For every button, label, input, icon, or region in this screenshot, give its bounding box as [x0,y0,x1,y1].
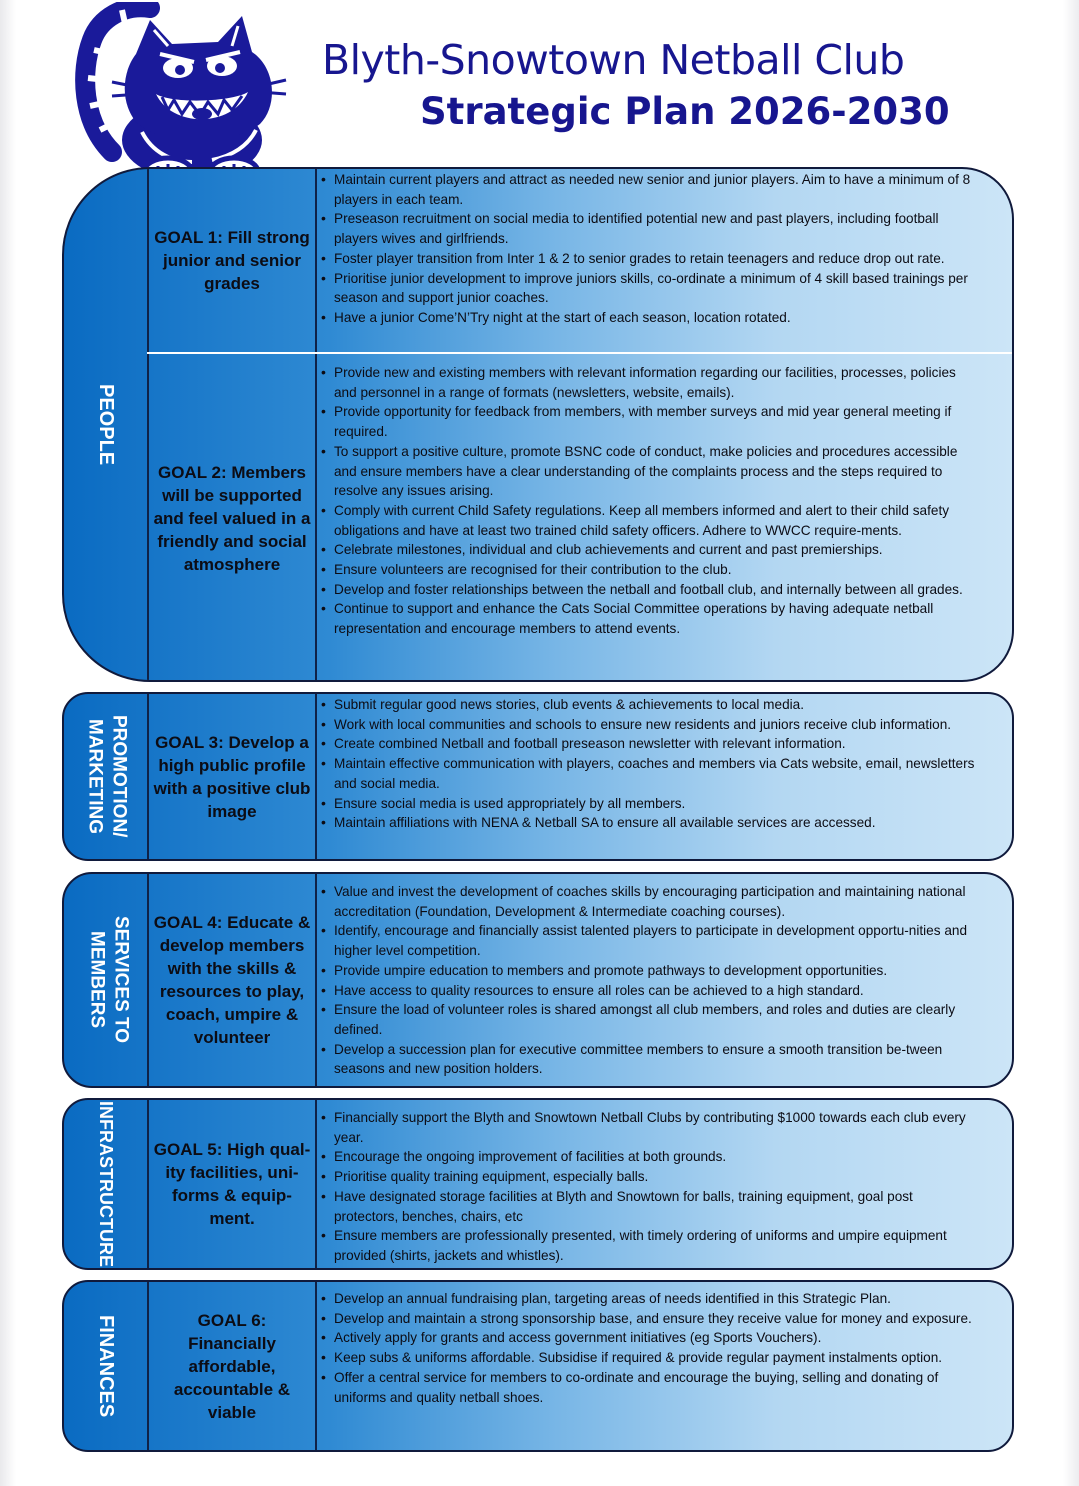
list-item: • Provide new and existing members with relevant information regarding our facilities, processes, policies and personnel in a range of formats (newsletters, website, emails). [317,363,1012,402]
list-item: • Ensure social media is used appropriately by all members. [317,794,1012,814]
bullets-services [317,874,1012,1086]
bullets-people [317,169,1012,680]
list-item: • Have designated storage facilities at Blyth and Snowtown for balls, training equipment, goal post protectors, benches, chairs, etc [317,1187,1012,1226]
list-item: • Develop a succession plan for executive committee members to ensure a smooth transition be-tween seasons and new position holders. [317,1040,1012,1079]
label-finances: FINANCES [95,1314,117,1418]
section-infrastructure [62,1098,1014,1270]
list-item: • Maintain current players and attract as needed new senior and junior players. Aim to have a minimum of 8 players in each team. [317,170,1012,209]
side-label-finances [64,1282,147,1450]
list-item: • Prioritise junior development to improve juniors skills, co-ordinate a minimum of 4 skill based trainings per season and support junior coaches. [317,269,1012,308]
list-item: • Provide umpire education to members and promote pathways to development opportunities. [317,961,1012,981]
list-item: • Comply with current Child Safety regulations. Keep all members informed and alert to their child safety obligations and have at least two trained child safety officers. Adhere to WWCC require-ments. [317,501,1012,540]
goal-6-title: GOAL 6: Financially affordable, accountable & viable [173,1310,291,1422]
side-label-services [64,874,147,1086]
bullets-promotion [317,694,1012,859]
list-item: • Ensure members are professionally presented, with timely ordering of uniforms and umpire equipment provided (shirts, jackets and whistles). [317,1226,1012,1265]
goal-2-title: GOAL 2: Members will be supported and feel valued in a friendly and social atmosphere [153,462,311,574]
side-label-promotion [64,694,147,859]
goal-3-bullets [317,695,1012,833]
section-finances [62,1280,1014,1452]
side-label-people [64,169,147,680]
list-item: • Ensure the load of volunteer roles is shared amongst all club members, and roles and duties are clearly defined. [317,1000,1012,1039]
list-item: • To support a positive culture, promote BSNC code of conduct, make policies and procedures accessible and ensure members have a clear understanding of the complaints process and the steps required to resolve any issues arising. [317,442,1012,501]
section-people [62,167,1014,682]
goal-column-people [147,169,317,680]
goal-4-bullets [317,882,1012,1079]
list-item: • Develop an annual fundraising plan, targeting areas of needs identified in this Strategic Plan. [317,1289,1012,1309]
plan-title: Strategic Plan 2026-2030 [420,90,950,133]
list-item: • Prioritise quality training equipment, especially balls. [317,1167,1012,1187]
list-item: • Develop and maintain a strong sponsorship base, and ensure they receive value for money and exposure. [317,1309,1012,1329]
list-item: • Value and invest the development of coaches skills by encouraging participation and maintaining national accreditation (Foundation, Development & Intermediate coaching courses). [317,882,1012,921]
goal-5-bullets [317,1108,1012,1266]
list-item: • Encourage the ongoing improvement of facilities at both grounds. [317,1147,1012,1167]
list-item: • Offer a central service for members to co-ordinate and encourage the buying, selling and donating of uniforms and quality netball shoes. [317,1368,1012,1407]
list-item: • Have access to quality resources to ensure all roles can be achieved to a high standard. [317,981,1012,1001]
list-item: • Continue to support and enhance the Cats Social Committee operations by having adequate netball representation and encourage members to attend events. [317,599,1012,638]
goal-4-title: GOAL 4: Educate & develop members with the skills & resources to play, coach, umpire & volunteer [153,913,311,1047]
goal-5-title: GOAL 5: High qual-ity facilities, uni-forms & equip-ment. [153,1140,311,1228]
list-item: • Maintain effective communication with players, coaches and members via Cats website, email, newsletters and social media. [317,754,1012,793]
cat-mascot-icon [72,2,294,190]
goal-column-infrastructure [147,1100,317,1268]
goal-1-title: GOAL 1: Fill strong junior and senior grades [154,228,310,293]
list-item: • Celebrate milestones, individual and club achievements and current and past premierships. [317,540,1012,560]
list-item: • Maintain affiliations with NENA & Netball SA to ensure all available services are accessed. [317,813,1012,833]
section-services [62,872,1014,1088]
list-item: • Foster player transition from Inter 1 & 2 to senior grades to retain teenagers and reduce drop out rate. [317,249,1012,269]
section-promotion [62,692,1014,861]
bullets-infrastructure [317,1100,1012,1268]
list-item: • Provide opportunity for feedback from members, with member surveys and mid year general meeting if required. [317,402,1012,441]
side-label-infrastructure [64,1100,147,1268]
label-services: SERVICES TO MEMBERS [86,916,132,1044]
list-item: • Keep subs & uniforms affordable. Subsidise if required & provide regular payment instalments option. [317,1348,1012,1368]
list-item: • Actively apply for grants and access government initiatives (eg Sports Vouchers). [317,1328,1012,1348]
goal-column-finances [147,1282,317,1450]
bullets-finances [317,1282,1012,1450]
goal-3-title: GOAL 3: Develop a high public profile with a positive club image [153,732,311,821]
page-edge-right [1063,0,1079,1486]
page-edge-left [0,0,16,1486]
goal-column-services [147,874,317,1086]
list-item: • Create combined Netball and football preseason newsletter with relevant information. [317,734,1012,754]
label-infrastructure: INFRASTRUCTURE [96,1101,116,1267]
goal-2-bullets [317,363,1012,639]
goal-1-bullets [317,170,1012,328]
label-promotion: PROMOTION/ MARKETING [84,715,130,838]
list-item: • Identify, encourage and financially assist talented players to participate in development opportu-nities and higher level competition. [317,921,1012,960]
list-item: • Have a junior Come’N’Try night at the start of each season, location rotated. [317,308,1012,328]
goal-6-bullets [317,1289,1012,1407]
list-item: • Develop and foster relationships between the netball and football club, and internally between all grades. [317,580,1012,600]
club-name: Blyth-Snowtown Netball Club [322,36,905,84]
label-people: PEOPLE [95,383,117,466]
list-item: • Preseason recruitment on social media to identified potential new and past players, including football players wives and girlfriends. [317,209,1012,248]
list-item: • Work with local communities and schools to ensure new residents and juniors receive club information. [317,715,1012,735]
goal-column-promotion [147,694,317,859]
list-item: • Submit regular good news stories, club events & achievements to local media. [317,695,1012,715]
list-item: • Financially support the Blyth and Snowtown Netball Clubs by contributing $1000 towards each club every year. [317,1108,1012,1147]
list-item: • Ensure volunteers are recognised for their contribution to the club. [317,560,1012,580]
